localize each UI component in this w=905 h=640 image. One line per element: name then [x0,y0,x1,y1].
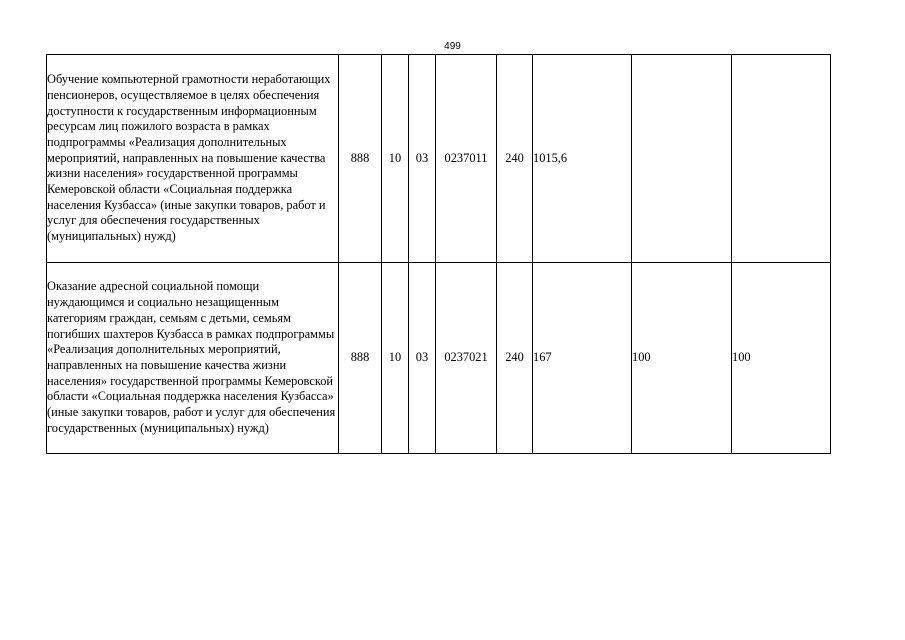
page-number: 499 [444,41,461,52]
ministry-code: 888 [339,263,382,454]
table-row [47,263,831,454]
amount-year-1: 167 [533,263,632,454]
row-description: Оказание адресной социальной помощи нуждающимся и социально незащищенным категориям граждан, семьям с детьми, семьям погибших шахтеров Кузбасса в рамках подпрограммы «Реализация дополнительных мероприятий, направленных на повышение качества жизни населения» государственной программы Кемеровской области «Социальная поддержка населения Кузбасса» (иные закупки товаров, работ и услуг для обеспечения государственных (муниципальных) нужд) [47,263,339,454]
ministry-code: 888 [339,55,382,263]
expense-type-code: 240 [497,55,533,263]
subsection-code: 03 [409,55,436,263]
budget-table [46,54,831,454]
expense-type-code: 240 [497,263,533,454]
section-code: 10 [382,263,409,454]
amount-year-3 [732,55,831,263]
amount-year-2 [632,55,732,263]
subsection-code: 03 [409,263,436,454]
amount-year-3: 100 [732,263,831,454]
amount-year-1: 1015,6 [533,55,632,263]
section-code: 10 [382,55,409,263]
target-article-code: 0237011 [436,55,497,263]
amount-year-2: 100 [632,263,732,454]
row-description: Обучение компьютерной грамотности неработающих пенсионеров, осуществляемое в целях обеспечения доступности к государственным информационным ресурсам лиц пожилого возраста в рамках подпрограммы «Реализация дополнительных мероприятий, направленных на повышение качества жизни населения» государственной программы Кемеровской области «Социальная поддержка населения Кузбасса» (иные закупки товаров, работ и услуг для обеспечения государственных (муниципальных) нужд) [47,55,339,263]
target-article-code: 0237021 [436,263,497,454]
table-row [47,55,831,263]
